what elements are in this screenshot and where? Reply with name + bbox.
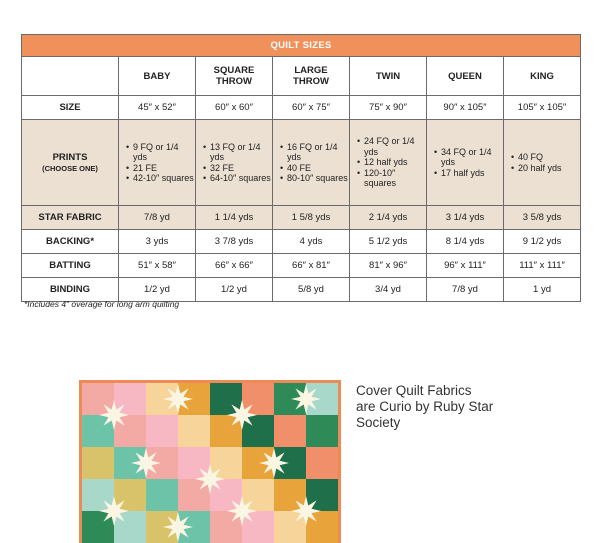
table-cell: 105″ x 105″ bbox=[504, 96, 581, 120]
table-cell: 66″ x 81″ bbox=[273, 254, 350, 278]
row-label: BINDING bbox=[22, 278, 119, 302]
list-item: • 21 FE bbox=[126, 163, 195, 174]
table-cell: 1/2 yd bbox=[119, 278, 196, 302]
quilt-block bbox=[306, 415, 338, 447]
list-item: • 9 FQ or 1/4 yds bbox=[126, 142, 195, 163]
header-king: KING bbox=[504, 57, 581, 96]
size-row bbox=[22, 96, 581, 120]
row-label: SIZE bbox=[22, 96, 119, 120]
table-cell: 1 yd bbox=[504, 278, 581, 302]
table-cell: 51″ x 58″ bbox=[119, 254, 196, 278]
table-cell: 3 7/8 yds bbox=[196, 230, 273, 254]
header-large-throw: LARGE THROW bbox=[273, 57, 350, 96]
row-label: BACKING* bbox=[22, 230, 119, 254]
list-item: • 16 FQ or 1/4 yds bbox=[280, 142, 349, 163]
table-cell: 96″ x 111″ bbox=[427, 254, 504, 278]
cover-caption bbox=[356, 383, 536, 431]
star-fabric-row bbox=[22, 206, 581, 230]
table-cell bbox=[119, 120, 196, 206]
caption-line: are Curio by Ruby Star bbox=[356, 399, 494, 414]
backing-row bbox=[22, 230, 581, 254]
header-baby: BABY bbox=[119, 57, 196, 96]
list-item: • 13 FQ or 1/4 yds bbox=[203, 142, 272, 163]
table-title: QUILT SIZES bbox=[22, 35, 581, 57]
table-cell: 7/8 yd bbox=[427, 278, 504, 302]
caption-line: Society bbox=[356, 415, 401, 430]
table-cell bbox=[273, 120, 350, 206]
table-cell: 81″ x 96″ bbox=[350, 254, 427, 278]
table-cell: 1 1/4 yds bbox=[196, 206, 273, 230]
quilt-block bbox=[178, 415, 210, 447]
table-cell: 7/8 yd bbox=[119, 206, 196, 230]
list-item: • 12 half yds bbox=[357, 157, 426, 168]
quilt-block bbox=[306, 447, 338, 479]
batting-row bbox=[22, 254, 581, 278]
caption-line: Cover Quilt Fabrics bbox=[356, 383, 472, 398]
quilt-star bbox=[259, 448, 289, 478]
quilt-block bbox=[274, 415, 306, 447]
table-cell: 60″ x 75″ bbox=[273, 96, 350, 120]
table-cell: 3 yds bbox=[119, 230, 196, 254]
quilt-star bbox=[291, 384, 321, 414]
table-cell bbox=[504, 120, 581, 206]
quilt-pattern-illustration bbox=[82, 383, 338, 543]
quilt-star bbox=[227, 496, 257, 526]
header-queen: QUEEN bbox=[427, 57, 504, 96]
quilt-star bbox=[131, 448, 161, 478]
header-blank bbox=[22, 57, 119, 96]
list-item: • 20 half yds bbox=[511, 163, 580, 174]
row-sublabel: (CHOOSE ONE) bbox=[42, 163, 98, 173]
table-cell bbox=[350, 120, 427, 206]
row-label: BATTING bbox=[22, 254, 119, 278]
list-item: • 120-10″ squares bbox=[357, 168, 426, 189]
table-cell: 3/4 yd bbox=[350, 278, 427, 302]
list-item: • 64-10″ squares bbox=[203, 173, 272, 184]
footnote: *Includes 4″ overage for long arm quilting bbox=[24, 299, 180, 309]
table-cell: 1 5/8 yds bbox=[273, 206, 350, 230]
table-cell: 8 1/4 yds bbox=[427, 230, 504, 254]
quilt-star bbox=[195, 464, 225, 494]
header-square-throw: SQUARE THROW bbox=[196, 57, 273, 96]
quilt-star bbox=[291, 496, 321, 526]
quilt-star bbox=[227, 400, 257, 430]
quilt-block bbox=[146, 415, 178, 447]
table-cell: 75″ x 90″ bbox=[350, 96, 427, 120]
list-item: • 40 FE bbox=[280, 163, 349, 174]
cover-quilt-image bbox=[79, 380, 341, 543]
table-cell: 4 yds bbox=[273, 230, 350, 254]
quilt-sizes-table bbox=[21, 34, 581, 302]
table-cell: 9 1/2 yds bbox=[504, 230, 581, 254]
table-cell: 1/2 yd bbox=[196, 278, 273, 302]
table-cell: 3 5/8 yds bbox=[504, 206, 581, 230]
header-twin: TWIN bbox=[350, 57, 427, 96]
quilt-block bbox=[82, 447, 114, 479]
row-label: STAR FABRIC bbox=[22, 206, 119, 230]
table-cell bbox=[196, 120, 273, 206]
table-cell: 5 1/2 yds bbox=[350, 230, 427, 254]
prints-row bbox=[22, 120, 581, 206]
table-cell: 5/8 yd bbox=[273, 278, 350, 302]
table-cell: 111″ x 111″ bbox=[504, 254, 581, 278]
quilt-block bbox=[146, 479, 178, 511]
list-item: • 24 FQ or 1/4 yds bbox=[357, 136, 426, 157]
list-item: • 80-10″ squares bbox=[280, 173, 349, 184]
list-item: • 32 FE bbox=[203, 163, 272, 174]
table-cell: 3 1/4 yds bbox=[427, 206, 504, 230]
quilt-star bbox=[163, 512, 193, 542]
quilt-star bbox=[99, 496, 129, 526]
quilt-star bbox=[163, 384, 193, 414]
table-cell: 45″ x 52″ bbox=[119, 96, 196, 120]
quilt-star bbox=[99, 400, 129, 430]
list-item: • 17 half yds bbox=[434, 168, 503, 179]
header-row bbox=[22, 57, 581, 96]
list-item: • 42-10″ squares bbox=[126, 173, 195, 184]
row-label: PRINTS (CHOOSE ONE) bbox=[22, 120, 119, 206]
table-cell: 66″ x 66″ bbox=[196, 254, 273, 278]
table-cell bbox=[427, 120, 504, 206]
table-cell: 60″ x 60″ bbox=[196, 96, 273, 120]
list-item: • 40 FQ bbox=[511, 152, 580, 163]
table-cell: 2 1/4 yds bbox=[350, 206, 427, 230]
binding-row bbox=[22, 278, 581, 302]
list-item: • 34 FQ or 1/4 yds bbox=[434, 147, 503, 168]
table-cell: 90″ x 105″ bbox=[427, 96, 504, 120]
